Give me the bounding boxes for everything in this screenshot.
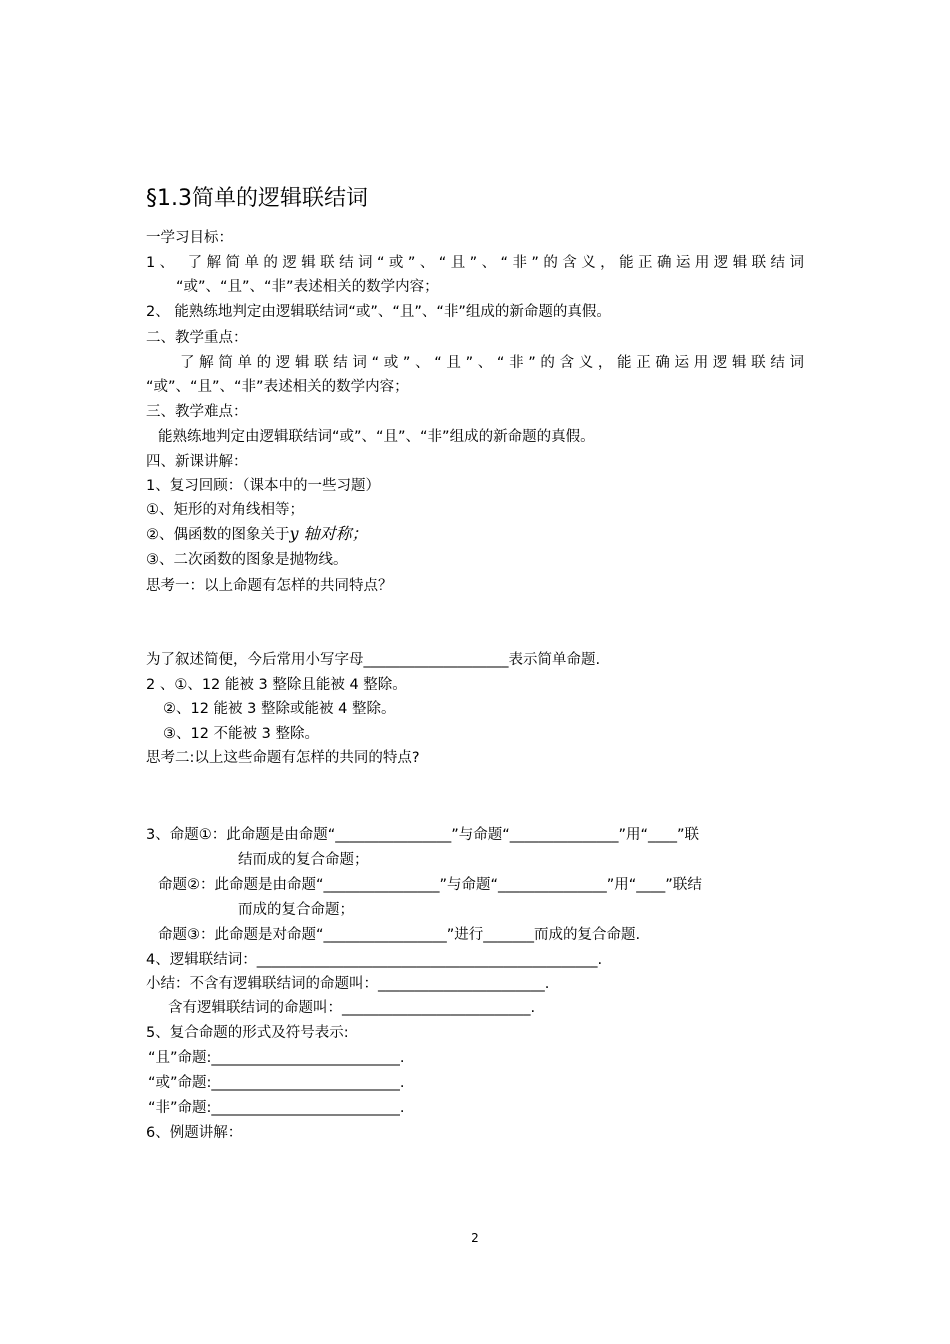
heading-difficulties: 三、教学难点：	[146, 404, 248, 420]
review-item-2	[146, 524, 368, 545]
example-2-item-2: ②、12 能被 3 整除或能被 4 整除。	[163, 701, 396, 717]
or-proposition: “或”命题:__________________________.	[148, 1075, 405, 1091]
logic-connectives: 4、逻辑联结词：_______________________________________________.	[146, 952, 603, 968]
goal-1-line-1: 1、 了解简单的逻辑联结词“或”、“且”、“非”的含义，能正确运用逻辑联结词	[146, 255, 804, 271]
key-points-line-2: “或”、“且”、“非”表述相关的数学内容；	[146, 379, 409, 395]
proposition-2-line-1: 命题②：此命题是由命题“________________”与命题“_______________”用“____”联结	[158, 877, 702, 893]
key-points-line-1: 了解简单的逻辑联结词“或”、“且”、“非”的含义，能正确运用逻辑联结词	[180, 355, 804, 371]
difficulties-text: 能熟练地判定由逻辑联结词“或”、“且”、“非”组成的新命题的真假。	[158, 429, 595, 445]
think-one: 思考一：以上命题有怎样的共同特点？	[146, 578, 393, 594]
proposition-2-line-2: 而成的复合命题；	[238, 902, 354, 918]
goal-2: 2、 能熟练地判定由逻辑联结词“或”、“且”、“非”组成的新命题的真假。	[146, 304, 611, 320]
page-number: 2	[471, 1231, 479, 1245]
simple-proposition-note: 为了叙述简便，今后常用小写字母____________________表示简单命题.	[146, 652, 601, 668]
section-title: §1.3简单的逻辑联结词	[146, 186, 368, 211]
proposition-3: 命题③：此命题是对命题“_________________”进行_______而成的复合命题.	[158, 927, 641, 943]
summary-line-2: 含有逻辑联结词的命题叫：__________________________.	[168, 1000, 536, 1016]
heading-new-lesson: 四、新课讲解：	[146, 454, 248, 470]
compound-forms-heading: 5、复合命题的形式及符号表示:	[146, 1025, 349, 1041]
review-item-3: ③、二次函数的图象是抛物线。	[146, 552, 348, 568]
heading-learning-goals: 一学习目标：	[146, 230, 233, 246]
examples-heading: 6、例题讲解：	[146, 1125, 243, 1141]
think-two: 思考二:以上这些命题有怎样的共同的特点?	[146, 750, 420, 766]
proposition-1-line-1: 3、命题①：此命题是由命题“________________”与命题“_______________”用“____”联	[146, 827, 700, 843]
summary-line-1: 小结：不含有逻辑联结词的命题叫：_______________________.	[146, 976, 550, 992]
and-proposition: “且”命题:__________________________.	[148, 1050, 405, 1066]
goal-1-line-2: “或”、“且”、“非”表述相关的数学内容；	[176, 279, 439, 295]
example-2-item-3: ③、12 不能被 3 整除。	[163, 726, 320, 742]
review-item-2-math: y 轴对称；	[289, 524, 368, 543]
proposition-1-line-2: 结而成的复合命题；	[238, 852, 369, 868]
not-proposition: “非”命题:__________________________.	[148, 1100, 405, 1116]
review-heading: 1、复习回顾：（课本中的一些习题）	[146, 478, 380, 494]
review-item-1: ①、矩形的对角线相等；	[146, 502, 304, 518]
heading-key-points: 二、教学重点：	[146, 330, 248, 346]
review-item-2-text: ②、偶函数的图象关于	[146, 527, 290, 543]
example-2-item-1: 2 、①、12 能被 3 整除且能被 4 整除。	[146, 677, 407, 693]
